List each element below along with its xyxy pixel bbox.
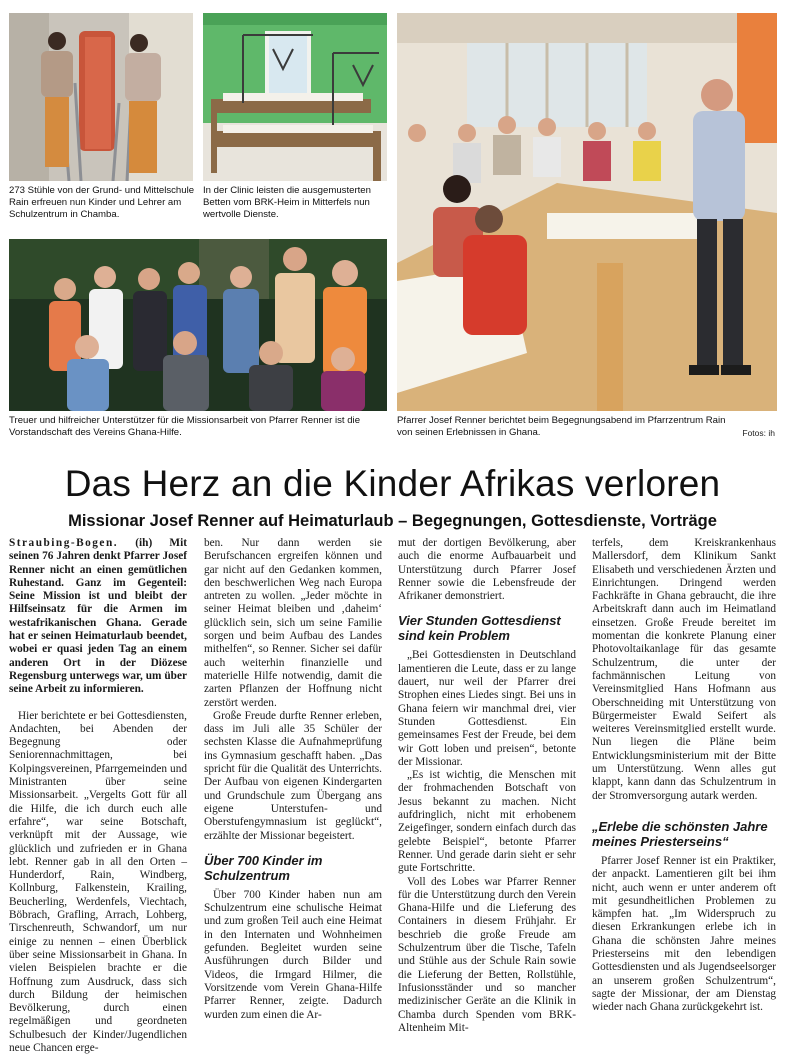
dateline: Straubing-Bogen. bbox=[9, 537, 119, 549]
photo-chairs bbox=[9, 13, 193, 181]
paragraph: Pfarrer Josef Renner ist ein Praktiker, der anpackt. Lamentieren gilt bei ihm nicht, auch wenn er unter anderem oft mit gesundheitlichen Problemen zu kämpfen hat. „Im Widerspruch zu diesen Erkrankungen erlebe ich in Ghana die schönsten Jahre meines Priesterseins mit den lebendigen Gottesdiensten und als Jugendseelsorger an unserem großen Schulzentrum“, sagte der Missionar, der am Dienstag wieder nach Ghana zurückgekehrt ist. bbox=[592, 854, 776, 1014]
subheading: Vier Stunden Gottesdienst sind kein Problem bbox=[398, 613, 561, 644]
headline: Das Herz an die Kinder Afrikas verloren bbox=[64, 463, 721, 504]
photo-credit: Fotos: ih bbox=[742, 428, 775, 438]
paragraph: ben. Nur dann werden sie Berufschancen ergreifen können und gar nicht auf den Gedanken kommen, den beschwerlichen Weg nach Europa antreten zu wollen. „Jeder möchte in seiner Heimat bleiben und ‚daheim‘ glücklich sein, sich um seine Familie sorgen und beim Aufbau des Landes mithelfen“, so Renner. Sicher sei dafür auch weiterhin finanzielle und materielle Hilfe notwendig, damit die zarten Pflanzen der Hoffnung nicht zerstört werden. bbox=[204, 537, 382, 709]
photo-evening bbox=[397, 13, 777, 411]
subheading: „Erlebe die schönsten Jahre meines Priesterseins“ bbox=[592, 818, 768, 849]
subheadline: Missionar Josef Renner auf Heimaturlaub – Begegnungen, Gottesdienste, Vorträge bbox=[68, 512, 717, 530]
photo-chairs-caption: 273 Stühle von der Grund- und Mittelschule Rain erfreuen nun Kinder und Lehrer am Schulzentrum in Chamba. bbox=[9, 185, 195, 220]
paragraph: mut der dortigen Bevölkerung, aber auch die enorme Aufbauarbeit und Unterstützung durch Pfarrer Josef Renner sowie die Lebensfreude der Afrikaner demonstriert. bbox=[398, 537, 576, 603]
paragraph: Große Freude durfte Renner erleben, dass im Juli alle 35 Schüler der sechsten Klasse die Aufnahmeprüfung ins Gymnasium geschafft haben. „Das spricht für die Qualität des Unterrichts. Der Aufbau von eigenen Kindergarten und Grundschule zum Übergang ans eigene Unterstufen- und Oberstufengymnasium ist geglückt“, erzählte der Missionar begeistert. bbox=[204, 709, 382, 842]
paragraph: terfels, dem Kreiskrankenhaus Mallersdorf, dem Klinikum Sankt Elisabeth und verschiedenen Ärzten und Einrichtungen. Dringend werden Fachkräfte in Ghana gebraucht, die ihre Arbeitskraft dann auch im Heimatland einsetzen. Große Freude bereitet im momentan die konkrete Planung einer Photovoltaikanlage für das gesamte Schulzentrum, die unter der fachmännischen Leitung von Vereinsmitglied Hans Hofmann aus Oberschneiding mit Unterstützung von Bürgermeister Ewald Seifert als weiteres Vereinsmitglied erstellt wurde. Nun liegen die Pläne beim Entwicklungsministerium mit der Bitte um Unterstützung. Wenn alles gut klappt, kann dann das Schulzentrum in der Stromversorgung autark werden. bbox=[592, 537, 776, 802]
lead-text: (ih) Mit seinen 76 Jahren denkt Pfarrer Josef Renner nicht an einen gemütlichen Ruhestand. Ganz im Gegenteil: Seine Mission ist und bleibt der Hilfseinsatz für die Armen im westafrikanischen Ghana. Gerade hat er seinen Heimaturlaub beendet, wobei er quasi jeden Tag an einem anderen Ort in der Diözese Regensburg unterwegs war, um über seine Arbeit zu informieren. bbox=[9, 537, 187, 696]
photo-group bbox=[9, 239, 387, 411]
paragraph: „Bei Gottesdiensten in Deutschland lamentieren die Leute, dass er zu lange dauert, nur weil der Pfarrer drei Strophen eines Liedes singt. Bei uns in Ghana feiern wir manchmal drei, vier Stunden Gottesdienst. Ein gemeinsames Fest der Freude, bei dem wir Gott loben und preisen“, betonte der Missionar. bbox=[398, 649, 576, 768]
article-lead bbox=[9, 537, 187, 697]
article-column-2 bbox=[204, 537, 382, 1022]
subheading: Über 700 Kinder im Schulzentrum bbox=[204, 852, 323, 883]
photo-beds bbox=[203, 13, 387, 181]
paragraph: „Es ist wichtig, die Menschen mit der frohmachenden Botschaft von Jesus bekannt zu machen. Nicht aufdringlich, nicht mit erhobenem Zeigefinger, sondern einfach durch das gelebte Beispiel“, betonte Pfarrer Renner. Und gerade darin sieht er sehr gute Fortschritte. bbox=[398, 769, 576, 875]
photo-evening-caption: Pfarrer Josef Renner berichtet beim Begegnungsabend im Pfarrzentrum Rain von seinen Erlebnissen in Ghana. bbox=[397, 415, 726, 438]
paragraph: Voll des Lobes war Pfarrer Renner für die Unterstützung durch den Verein Ghana-Hilfe und die Lieferung des Containers in diesem Frühjahr. Er beschrieb die große Freude am Schulzentrum über die Tische, Tafeln und Stühle aus der Schule Rain sowie die Lieferung der Betten, Rollstühle, Infusionsständer und so mancher medizinischer Geräte an die Klinik in Chamba durch Spenden vom BRK-Altenheim Mit- bbox=[398, 875, 576, 1034]
paragraph: Hier berichtete er bei Gottesdiensten, Andachten, bei Abenden der Begegnung oder Seniorennachmittagen, bei Kolpingsvereinen, Pfarrgemeinden und Ministranten über seine Missionsarbeit. „Vergelts Gott für all die Hilfe, die ich durch euch alle erfahre“, war seine Botschaft, verknüpft mit der Aussage, wie glücklich und zufrieden er in Ghana lebt. Renner gab in all den Orten – Hunderdorf, Rain, Windberg, Kollnburg, Falkenstein, Krailing, Beucherling, Werdenfels, Viechtach, Böbrach, Grafling, Arrach, Lohberg, Tirschenreuth, Schwandorf, um nur einige zu nennen – einen Überblick über seine Missionsarbeit in Ghana. In vielen Beispielen brachte er die Hoffnung zum Ausdruck, dass sich durch Bildung der heimischen Bevölkerung, durch einen regelmäßigen und geordneten Schulbesuch der Kinder/Jugendlichen neue Chancen erge- bbox=[9, 709, 187, 1054]
article-column-4 bbox=[592, 537, 776, 1015]
article-column-3 bbox=[398, 537, 576, 1035]
photo-group-caption: Treuer und hilfreicher Unterstützer für die Missionsarbeit von Pfarrer Renner ist die Vorstandschaft des Vereins Ghana-Hilfe. bbox=[9, 415, 361, 438]
article-column-1 bbox=[9, 537, 187, 1055]
photo-beds-caption: In der Clinic leisten die ausgemusterten Betten vom BRK-Heim in Mitterfels nun wertvolle Dienste. bbox=[203, 185, 371, 220]
paragraph: Über 700 Kinder haben nun am Schulzentrum eine schulische Heimat und zum großen Teil auch eine Heimat in den Internaten und Wohnheimen gefunden. Begleitet wurden seine Ausführungen durch Bilder und Videos, die Irmgard Hilmer, die Vorsitzende vom Verein Ghana-Hilfe Pfarrer Renner, zeigte. Dadurch wurden zum einen die Ar- bbox=[204, 888, 382, 1021]
